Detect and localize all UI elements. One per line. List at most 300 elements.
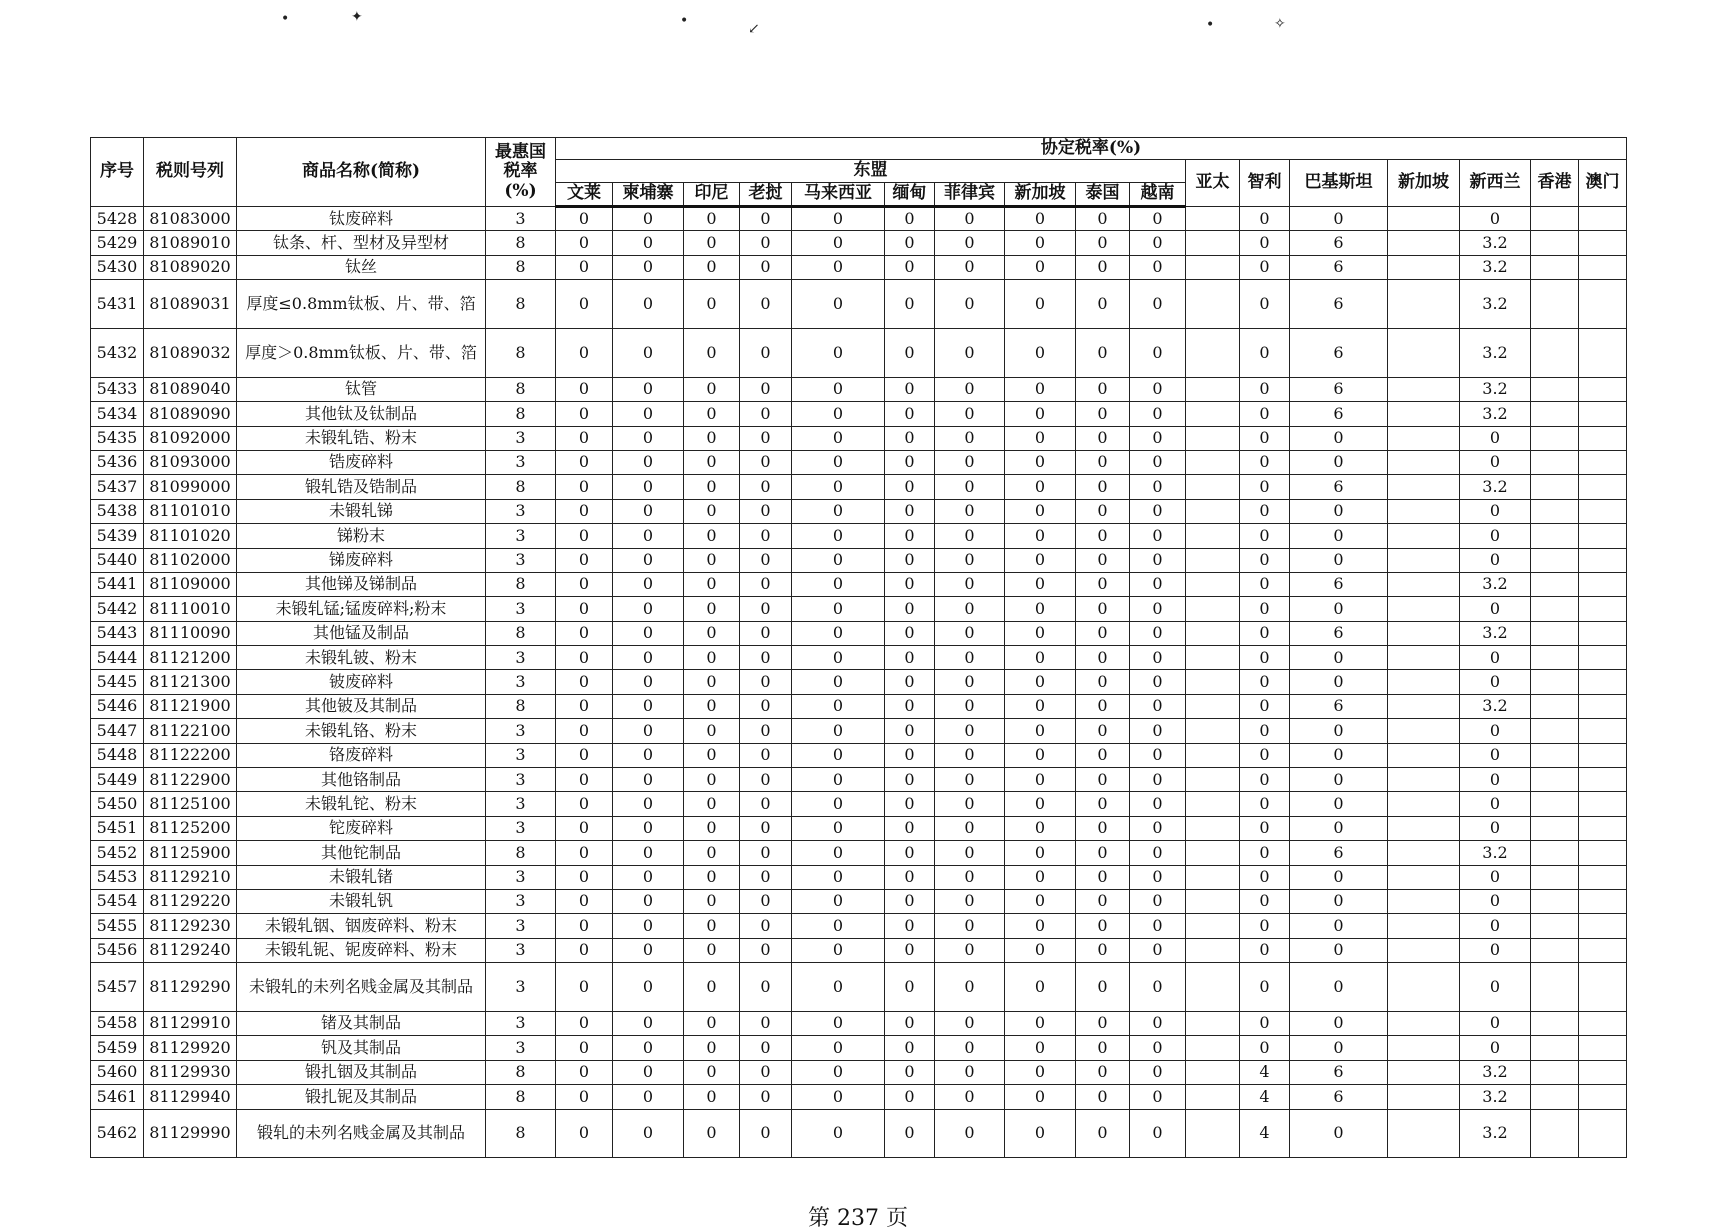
- cell-name: 未锻轧铌、铌废碎料、粉末: [237, 938, 486, 962]
- cell-asean-rate: 0: [1076, 572, 1130, 596]
- cell-asean-rate: 0: [1005, 694, 1076, 718]
- cell-chile-rate: 4: [1240, 1060, 1290, 1084]
- cell-asean-rate: 0: [740, 597, 792, 621]
- cell-asean-rate: 0: [792, 450, 885, 474]
- cell-pakistan-rate: 0: [1290, 548, 1388, 572]
- cell-asean-rate: 0: [935, 231, 1005, 255]
- cell-asean-rate: 0: [792, 841, 885, 865]
- cell-asean-rate: 0: [885, 207, 935, 231]
- cell-asean-rate: 0: [556, 768, 613, 792]
- cell-asean-rate: 0: [1130, 402, 1186, 426]
- cell-pakistan-rate: 0: [1290, 938, 1388, 962]
- cell-macau-rate: [1579, 328, 1627, 377]
- cell-asean-rate: 0: [684, 889, 740, 913]
- header-asean-indonesia: 印尼: [684, 183, 740, 207]
- cell-asean-rate: 0: [1005, 377, 1076, 401]
- cell-chile-rate: 0: [1240, 865, 1290, 889]
- cell-asean-rate: 0: [613, 426, 684, 450]
- cell-pakistan-rate: 6: [1290, 1085, 1388, 1109]
- cell-nz-rate: 3.2: [1460, 377, 1531, 401]
- cell-asean-rate: 0: [792, 524, 885, 548]
- cell-asean-rate: 0: [792, 597, 885, 621]
- cell-code: 81125900: [144, 841, 237, 865]
- cell-code: 81089020: [144, 255, 237, 279]
- cell-asean-rate: 0: [1076, 768, 1130, 792]
- cell-pakistan-rate: 0: [1290, 963, 1388, 1012]
- cell-chile-rate: 0: [1240, 426, 1290, 450]
- cell-asean-rate: 0: [1005, 255, 1076, 279]
- cell-nz-rate: 0: [1460, 889, 1531, 913]
- cell-yatai-rate: [1186, 255, 1240, 279]
- cell-asean-rate: 0: [740, 938, 792, 962]
- table-row: [91, 792, 1627, 816]
- cell-asean-rate: 0: [792, 938, 885, 962]
- cell-chile-rate: 0: [1240, 670, 1290, 694]
- cell-nz-rate: 0: [1460, 426, 1531, 450]
- cell-asean-rate: 0: [556, 719, 613, 743]
- cell-asean-rate: 0: [935, 328, 1005, 377]
- cell-pakistan-rate: 0: [1290, 450, 1388, 474]
- cell-hk-rate: [1531, 670, 1579, 694]
- cell-asean-rate: 0: [684, 841, 740, 865]
- cell-macau-rate: [1579, 1036, 1627, 1060]
- cell-asean-rate: 0: [1076, 475, 1130, 499]
- cell-asean-rate: 0: [1005, 889, 1076, 913]
- cell-asean-rate: 0: [556, 621, 613, 645]
- table-row: [91, 816, 1627, 840]
- cell-asean-rate: 0: [740, 450, 792, 474]
- cell-asean-rate: 0: [613, 914, 684, 938]
- cell-asean-rate: 0: [1130, 816, 1186, 840]
- cell-chile-rate: 0: [1240, 889, 1290, 913]
- cell-asean-rate: 0: [1076, 1109, 1130, 1158]
- cell-pakistan-rate: 6: [1290, 231, 1388, 255]
- cell-nz-rate: 0: [1460, 1036, 1531, 1060]
- cell-code: 81129240: [144, 938, 237, 962]
- cell-asean-rate: 0: [1005, 207, 1076, 231]
- cell-macau-rate: [1579, 865, 1627, 889]
- cell-asean-rate: 0: [684, 1011, 740, 1035]
- cell-asean-rate: 0: [556, 1109, 613, 1158]
- cell-asean-rate: 0: [613, 743, 684, 767]
- cell-hk-rate: [1531, 1085, 1579, 1109]
- cell-hk-rate: [1531, 1060, 1579, 1084]
- cell-pakistan-rate: 6: [1290, 841, 1388, 865]
- cell-singapore-rate: [1388, 719, 1460, 743]
- table-header: [91, 138, 1627, 207]
- cell-chile-rate: 0: [1240, 597, 1290, 621]
- cell-asean-rate: 0: [613, 719, 684, 743]
- cell-code: 81102000: [144, 548, 237, 572]
- cell-asean-rate: 0: [684, 646, 740, 670]
- cell-singapore-rate: [1388, 865, 1460, 889]
- cell-pakistan-rate: 6: [1290, 572, 1388, 596]
- cell-hk-rate: [1531, 914, 1579, 938]
- cell-asean-rate: 0: [556, 328, 613, 377]
- cell-code: 81129990: [144, 1109, 237, 1158]
- table-row: [91, 841, 1627, 865]
- cell-seq: 5430: [91, 255, 144, 279]
- cell-asean-rate: 0: [885, 328, 935, 377]
- cell-asean-rate: 0: [1130, 621, 1186, 645]
- cell-asean-rate: 0: [740, 963, 792, 1012]
- cell-name: 其他钛及钛制品: [237, 402, 486, 426]
- cell-chile-rate: 0: [1240, 255, 1290, 279]
- table-row: [91, 231, 1627, 255]
- cell-asean-rate: 0: [684, 1109, 740, 1158]
- cell-code: 81129220: [144, 889, 237, 913]
- cell-asean-rate: 0: [1130, 1109, 1186, 1158]
- cell-asean-rate: 0: [792, 1085, 885, 1109]
- cell-asean-rate: 0: [556, 475, 613, 499]
- cell-asean-rate: 0: [684, 1036, 740, 1060]
- cell-macau-rate: [1579, 207, 1627, 231]
- cell-seq: 5459: [91, 1036, 144, 1060]
- cell-asean-rate: 0: [1005, 426, 1076, 450]
- cell-asean-rate: 0: [1005, 475, 1076, 499]
- cell-chile-rate: 0: [1240, 792, 1290, 816]
- cell-nz-rate: 0: [1460, 792, 1531, 816]
- cell-hk-rate: [1531, 963, 1579, 1012]
- cell-asean-rate: 0: [740, 865, 792, 889]
- cell-asean-rate: 0: [613, 231, 684, 255]
- cell-asean-rate: 0: [556, 914, 613, 938]
- cell-asean-rate: 0: [885, 865, 935, 889]
- cell-asean-rate: 0: [1076, 816, 1130, 840]
- table-row: [91, 1109, 1627, 1158]
- cell-yatai-rate: [1186, 792, 1240, 816]
- header-pakistan: 巴基斯坦: [1290, 160, 1388, 207]
- cell-asean-rate: 0: [556, 889, 613, 913]
- cell-mfn: 8: [486, 255, 556, 279]
- cell-asean-rate: 0: [885, 255, 935, 279]
- cell-asean-rate: 0: [1005, 1085, 1076, 1109]
- cell-asean-rate: 0: [613, 524, 684, 548]
- cell-name: 未锻轧铬、粉末: [237, 719, 486, 743]
- cell-asean-rate: 0: [684, 1060, 740, 1084]
- cell-asean-rate: 0: [1076, 499, 1130, 523]
- cell-asean-rate: 0: [1130, 475, 1186, 499]
- cell-yatai-rate: [1186, 841, 1240, 865]
- cell-nz-rate: 0: [1460, 450, 1531, 474]
- cell-code: 81092000: [144, 426, 237, 450]
- cell-yatai-rate: [1186, 524, 1240, 548]
- cell-mfn: 8: [486, 841, 556, 865]
- cell-asean-rate: 0: [935, 694, 1005, 718]
- cell-asean-rate: 0: [740, 889, 792, 913]
- cell-asean-rate: 0: [1130, 1060, 1186, 1084]
- cell-asean-rate: 0: [935, 646, 1005, 670]
- cell-asean-rate: 0: [792, 207, 885, 231]
- cell-mfn: 3: [486, 597, 556, 621]
- cell-asean-rate: 0: [935, 1060, 1005, 1084]
- cell-asean-rate: 0: [935, 475, 1005, 499]
- cell-singapore-rate: [1388, 450, 1460, 474]
- cell-seq: 5445: [91, 670, 144, 694]
- cell-code: 81122200: [144, 743, 237, 767]
- cell-chile-rate: 0: [1240, 207, 1290, 231]
- cell-hk-rate: [1531, 255, 1579, 279]
- cell-asean-rate: 0: [1076, 841, 1130, 865]
- cell-code: 81101020: [144, 524, 237, 548]
- cell-asean-rate: 0: [613, 475, 684, 499]
- cell-asean-rate: 0: [1005, 597, 1076, 621]
- cell-seq: 5451: [91, 816, 144, 840]
- cell-name: 锻扎铟及其制品: [237, 1060, 486, 1084]
- cell-singapore-rate: [1388, 914, 1460, 938]
- cell-mfn: 3: [486, 646, 556, 670]
- cell-asean-rate: 0: [556, 280, 613, 329]
- cell-asean-rate: 0: [935, 768, 1005, 792]
- cell-yatai-rate: [1186, 1109, 1240, 1158]
- cell-asean-rate: 0: [740, 1060, 792, 1084]
- table-row: [91, 646, 1627, 670]
- cell-asean-rate: 0: [885, 450, 935, 474]
- cell-asean-rate: 0: [684, 963, 740, 1012]
- cell-chile-rate: 0: [1240, 524, 1290, 548]
- cell-name: 未锻轧的未列名贱金属及其制品: [237, 963, 486, 1012]
- cell-macau-rate: [1579, 670, 1627, 694]
- cell-asean-rate: 0: [885, 499, 935, 523]
- cell-asean-rate: 0: [792, 670, 885, 694]
- cell-singapore-rate: [1388, 1085, 1460, 1109]
- cell-seq: 5444: [91, 646, 144, 670]
- cell-asean-rate: 0: [1005, 280, 1076, 329]
- cell-hk-rate: [1531, 231, 1579, 255]
- cell-asean-rate: 0: [935, 377, 1005, 401]
- cell-asean-rate: 0: [740, 621, 792, 645]
- cell-code: 81129940: [144, 1085, 237, 1109]
- cell-nz-rate: 0: [1460, 719, 1531, 743]
- cell-asean-rate: 0: [684, 548, 740, 572]
- cell-chile-rate: 0: [1240, 963, 1290, 1012]
- cell-asean-rate: 0: [1130, 1011, 1186, 1035]
- cell-code: 81121200: [144, 646, 237, 670]
- cell-hk-rate: [1531, 572, 1579, 596]
- cell-asean-rate: 0: [684, 914, 740, 938]
- cell-name: 未锻轧锑: [237, 499, 486, 523]
- cell-asean-rate: 0: [1076, 231, 1130, 255]
- cell-hk-rate: [1531, 938, 1579, 962]
- cell-asean-rate: 0: [1130, 1036, 1186, 1060]
- cell-asean-rate: 0: [935, 426, 1005, 450]
- cell-yatai-rate: [1186, 768, 1240, 792]
- cell-yatai-rate: [1186, 1085, 1240, 1109]
- cell-mfn: 3: [486, 499, 556, 523]
- scan-speck: ✦: [351, 9, 363, 25]
- cell-asean-rate: 0: [613, 1011, 684, 1035]
- cell-asean-rate: 0: [885, 1060, 935, 1084]
- cell-asean-rate: 0: [1076, 426, 1130, 450]
- cell-asean-rate: 0: [792, 548, 885, 572]
- header-asean-cambodia: 柬埔寨: [613, 183, 684, 207]
- cell-code: 81083000: [144, 207, 237, 231]
- cell-asean-rate: 0: [613, 670, 684, 694]
- cell-asean-rate: 0: [792, 377, 885, 401]
- cell-chile-rate: 0: [1240, 475, 1290, 499]
- cell-hk-rate: [1531, 1011, 1579, 1035]
- cell-code: 81089040: [144, 377, 237, 401]
- cell-asean-rate: 0: [740, 719, 792, 743]
- cell-mfn: 3: [486, 938, 556, 962]
- cell-asean-rate: 0: [556, 816, 613, 840]
- cell-singapore-rate: [1388, 841, 1460, 865]
- cell-asean-rate: 0: [684, 280, 740, 329]
- cell-mfn: 3: [486, 865, 556, 889]
- cell-asean-rate: 0: [556, 524, 613, 548]
- cell-asean-rate: 0: [885, 914, 935, 938]
- cell-pakistan-rate: 0: [1290, 524, 1388, 548]
- cell-asean-rate: 0: [1076, 914, 1130, 938]
- cell-asean-rate: 0: [613, 1036, 684, 1060]
- header-asean-philippines: 菲律宾: [935, 183, 1005, 207]
- cell-singapore-rate: [1388, 963, 1460, 1012]
- table-row: [91, 377, 1627, 401]
- cell-asean-rate: 0: [935, 963, 1005, 1012]
- cell-asean-rate: 0: [613, 280, 684, 329]
- cell-mfn: 8: [486, 1060, 556, 1084]
- cell-asean-rate: 0: [1076, 792, 1130, 816]
- cell-asean-rate: 0: [935, 1109, 1005, 1158]
- cell-asean-rate: 0: [1130, 646, 1186, 670]
- cell-nz-rate: 3.2: [1460, 621, 1531, 645]
- cell-macau-rate: [1579, 1085, 1627, 1109]
- cell-asean-rate: 0: [885, 280, 935, 329]
- cell-hk-rate: [1531, 646, 1579, 670]
- table-row: [91, 743, 1627, 767]
- cell-mfn: 8: [486, 280, 556, 329]
- cell-asean-rate: 0: [1076, 1036, 1130, 1060]
- cell-hk-rate: [1531, 816, 1579, 840]
- cell-hk-rate: [1531, 450, 1579, 474]
- cell-asean-rate: 0: [613, 207, 684, 231]
- cell-asean-rate: 0: [1005, 1011, 1076, 1035]
- cell-hk-rate: [1531, 524, 1579, 548]
- cell-asean-rate: 0: [1005, 621, 1076, 645]
- cell-asean-rate: 0: [935, 402, 1005, 426]
- cell-asean-rate: 0: [740, 402, 792, 426]
- cell-yatai-rate: [1186, 743, 1240, 767]
- cell-asean-rate: 0: [556, 548, 613, 572]
- cell-asean-rate: 0: [885, 524, 935, 548]
- cell-mfn: 8: [486, 621, 556, 645]
- cell-singapore-rate: [1388, 1060, 1460, 1084]
- cell-nz-rate: 3.2: [1460, 1085, 1531, 1109]
- cell-singapore-rate: [1388, 280, 1460, 329]
- cell-chile-rate: 0: [1240, 450, 1290, 474]
- cell-yatai-rate: [1186, 328, 1240, 377]
- header-singapore: 新加坡: [1388, 160, 1460, 207]
- cell-asean-rate: 0: [613, 865, 684, 889]
- cell-seq: 5452: [91, 841, 144, 865]
- cell-mfn: 3: [486, 719, 556, 743]
- cell-hk-rate: [1531, 280, 1579, 329]
- cell-asean-rate: 0: [556, 426, 613, 450]
- cell-singapore-rate: [1388, 597, 1460, 621]
- cell-name: 锻轧的未列名贱金属及其制品: [237, 1109, 486, 1158]
- cell-asean-rate: 0: [1076, 865, 1130, 889]
- cell-mfn: 3: [486, 524, 556, 548]
- cell-nz-rate: 0: [1460, 646, 1531, 670]
- cell-asean-rate: 0: [1076, 646, 1130, 670]
- cell-name: 未锻轧铊、粉末: [237, 792, 486, 816]
- cell-asean-rate: 0: [684, 694, 740, 718]
- cell-asean-rate: 0: [1005, 865, 1076, 889]
- cell-pakistan-rate: 0: [1290, 719, 1388, 743]
- cell-macau-rate: [1579, 402, 1627, 426]
- cell-asean-rate: 0: [1130, 450, 1186, 474]
- cell-asean-rate: 0: [556, 938, 613, 962]
- cell-asean-rate: 0: [684, 670, 740, 694]
- cell-asean-rate: 0: [613, 597, 684, 621]
- cell-seq: 5441: [91, 572, 144, 596]
- cell-asean-rate: 0: [935, 938, 1005, 962]
- cell-asean-rate: 0: [684, 231, 740, 255]
- cell-asean-rate: 0: [556, 694, 613, 718]
- cell-asean-rate: 0: [684, 597, 740, 621]
- table-row: [91, 426, 1627, 450]
- cell-mfn: 3: [486, 426, 556, 450]
- cell-seq: 5437: [91, 475, 144, 499]
- cell-asean-rate: 0: [1005, 499, 1076, 523]
- cell-mfn: 3: [486, 914, 556, 938]
- cell-asean-rate: 0: [792, 719, 885, 743]
- cell-name: 其他铍及其制品: [237, 694, 486, 718]
- cell-chile-rate: 4: [1240, 1085, 1290, 1109]
- cell-asean-rate: 0: [935, 450, 1005, 474]
- cell-asean-rate: 0: [556, 597, 613, 621]
- cell-mfn: 8: [486, 1085, 556, 1109]
- cell-seq: 5462: [91, 1109, 144, 1158]
- cell-nz-rate: 0: [1460, 548, 1531, 572]
- cell-asean-rate: 0: [1130, 841, 1186, 865]
- cell-macau-rate: [1579, 255, 1627, 279]
- cell-asean-rate: 0: [684, 719, 740, 743]
- cell-asean-rate: 0: [885, 719, 935, 743]
- cell-yatai-rate: [1186, 572, 1240, 596]
- cell-name: 未锻轧铍、粉末: [237, 646, 486, 670]
- cell-asean-rate: 0: [885, 889, 935, 913]
- table-row: [91, 670, 1627, 694]
- cell-seq: 5432: [91, 328, 144, 377]
- cell-pakistan-rate: 0: [1290, 499, 1388, 523]
- cell-name: 其他锰及制品: [237, 621, 486, 645]
- table-row: [91, 450, 1627, 474]
- cell-asean-rate: 0: [684, 450, 740, 474]
- header-yatai: 亚太: [1186, 160, 1240, 207]
- cell-asean-rate: 0: [1130, 792, 1186, 816]
- cell-nz-rate: 3.2: [1460, 475, 1531, 499]
- table-row: [91, 914, 1627, 938]
- table-row: [91, 402, 1627, 426]
- cell-asean-rate: 0: [1076, 597, 1130, 621]
- cell-asean-rate: 0: [1130, 1085, 1186, 1109]
- cell-code: 81121900: [144, 694, 237, 718]
- cell-asean-rate: 0: [1130, 207, 1186, 231]
- cell-asean-rate: 0: [1130, 865, 1186, 889]
- cell-singapore-rate: [1388, 548, 1460, 572]
- cell-asean-rate: 0: [740, 646, 792, 670]
- table-row: [91, 768, 1627, 792]
- cell-mfn: 3: [486, 207, 556, 231]
- cell-name: 其他锑及锑制品: [237, 572, 486, 596]
- cell-asean-rate: 0: [556, 646, 613, 670]
- cell-asean-rate: 0: [792, 231, 885, 255]
- cell-asean-rate: 0: [613, 768, 684, 792]
- scan-speck: •: [1206, 17, 1215, 33]
- cell-macau-rate: [1579, 280, 1627, 329]
- header-asean-singapore: 新加坡: [1005, 183, 1076, 207]
